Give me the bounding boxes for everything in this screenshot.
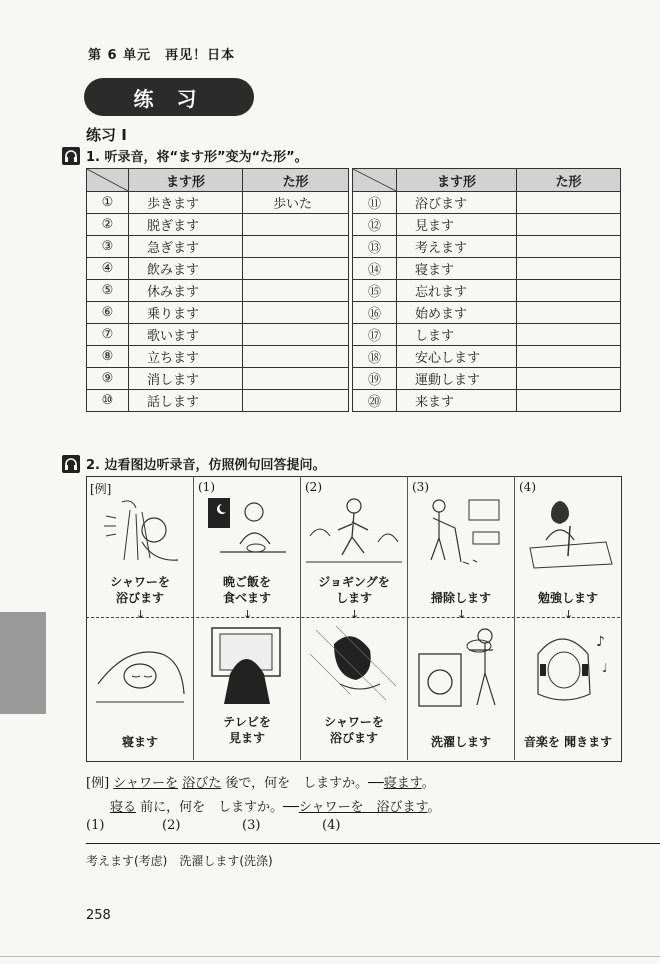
ta-form-answer[interactable] bbox=[517, 390, 621, 412]
col-header-ta: た形 bbox=[243, 169, 349, 192]
ta-form-answer[interactable] bbox=[517, 258, 621, 280]
caption-3-top: 掃除します bbox=[430, 591, 491, 605]
row-number: ⑫ bbox=[353, 214, 397, 236]
conjugation-table-left bbox=[86, 168, 349, 412]
caption-line: 晩ご飯を bbox=[222, 575, 271, 589]
unit-header: 第 6 单元 再见！日本 bbox=[88, 48, 236, 63]
caption-line: シャワーを bbox=[110, 575, 170, 589]
row-number: ⑪ bbox=[353, 192, 397, 214]
ta-form-answer[interactable] bbox=[517, 324, 621, 346]
row-number: ⑲ bbox=[353, 368, 397, 390]
panel-tag-2: (2) bbox=[305, 480, 322, 494]
table-row bbox=[353, 258, 621, 280]
ta-form-answer[interactable] bbox=[243, 302, 349, 324]
table-row bbox=[353, 368, 621, 390]
masu-form: 考えます bbox=[397, 236, 517, 258]
masu-form: 忘れます bbox=[397, 280, 517, 302]
bottom-rule bbox=[0, 956, 660, 957]
example-sentence-2 bbox=[110, 796, 441, 815]
ta-form-answer[interactable] bbox=[517, 192, 621, 214]
footnote-rule bbox=[86, 843, 660, 844]
example-sentence-1 bbox=[86, 772, 435, 791]
ta-form-answer[interactable] bbox=[243, 346, 349, 368]
caption-line: ジョギングを bbox=[318, 575, 390, 589]
caption-4-bottom: 音楽を 聞きます bbox=[523, 735, 613, 749]
cleaning-illustration bbox=[413, 496, 509, 570]
ta-form-answer[interactable] bbox=[517, 214, 621, 236]
col-header-masu: ます形 bbox=[397, 169, 517, 192]
sentence-text: 。 bbox=[421, 776, 435, 791]
down-arrow-icon: ↓ bbox=[564, 608, 574, 621]
caption-example-bottom: 寝ます bbox=[121, 735, 158, 749]
masu-form: 急ぎます bbox=[129, 236, 243, 258]
masu-form: 始めます bbox=[397, 302, 517, 324]
table-row bbox=[353, 390, 621, 412]
ta-form-answer[interactable] bbox=[243, 214, 349, 236]
example-tag: [例] bbox=[86, 776, 110, 791]
panel-tag-1: (1) bbox=[198, 480, 215, 494]
ta-form-answer[interactable] bbox=[517, 280, 621, 302]
row-number: ⑯ bbox=[353, 302, 397, 324]
ta-form-answer[interactable]: 歩いた bbox=[243, 192, 349, 214]
masu-form: 浴びます bbox=[397, 192, 517, 214]
sleeping-illustration bbox=[92, 624, 188, 714]
question-2 bbox=[62, 454, 326, 473]
masu-form: 歩きます bbox=[129, 192, 243, 214]
table-row bbox=[353, 236, 621, 258]
table-corner bbox=[353, 169, 397, 192]
panel-separator bbox=[407, 476, 408, 760]
headphones-icon[interactable] bbox=[62, 147, 80, 165]
table-row bbox=[87, 214, 349, 236]
vocabulary-note: 考えます(考虑) 洗濯します(洗涤) bbox=[86, 854, 273, 868]
table-row bbox=[87, 258, 349, 280]
masu-form: 運動します bbox=[397, 368, 517, 390]
table-row bbox=[87, 236, 349, 258]
underlined-phrase: 浴びた bbox=[182, 776, 222, 791]
laundry-illustration bbox=[413, 624, 509, 714]
ta-form-answer[interactable] bbox=[243, 258, 349, 280]
table-corner bbox=[87, 169, 129, 192]
shower-after-illustration bbox=[306, 624, 402, 714]
table-row bbox=[353, 346, 621, 368]
row-number: ① bbox=[87, 192, 129, 214]
headphones-icon[interactable] bbox=[62, 455, 80, 473]
caption-line: 食べます bbox=[222, 591, 271, 605]
masu-form: 話します bbox=[129, 390, 243, 412]
caption-3-bottom: 洗濯します bbox=[430, 735, 491, 749]
col-header-ta: た形 bbox=[517, 169, 621, 192]
ta-form-answer[interactable] bbox=[243, 368, 349, 390]
masu-form: 安心します bbox=[397, 346, 517, 368]
caption-line: 浴びます bbox=[329, 731, 378, 745]
row-number: ⑨ bbox=[87, 368, 129, 390]
row-number: ⑤ bbox=[87, 280, 129, 302]
svg-text:♩: ♩ bbox=[602, 661, 608, 675]
row-number: ⑥ bbox=[87, 302, 129, 324]
caption-1-top bbox=[194, 574, 300, 606]
table-row bbox=[87, 368, 349, 390]
question-1 bbox=[62, 146, 308, 165]
down-arrow-icon: ↓ bbox=[243, 608, 253, 621]
masu-form: 見ます bbox=[397, 214, 517, 236]
svg-text:♪: ♪ bbox=[596, 634, 605, 650]
section-pill: 练 习 bbox=[84, 78, 254, 116]
masu-form: 立ちます bbox=[129, 346, 243, 368]
row-number: ⑧ bbox=[87, 346, 129, 368]
masu-form: 休みます bbox=[129, 280, 243, 302]
jogging-illustration bbox=[306, 496, 402, 570]
sentence-text: 前に，何を しますか。── bbox=[136, 800, 299, 815]
table-row bbox=[353, 302, 621, 324]
ta-form-answer[interactable] bbox=[243, 324, 349, 346]
ta-form-answer[interactable] bbox=[243, 236, 349, 258]
ta-form-answer[interactable] bbox=[517, 302, 621, 324]
side-tab bbox=[0, 612, 46, 714]
masu-form: 脱ぎます bbox=[129, 214, 243, 236]
row-number: ② bbox=[87, 214, 129, 236]
watching-tv-illustration bbox=[200, 624, 296, 714]
table-row bbox=[87, 192, 349, 214]
ta-form-answer[interactable] bbox=[517, 368, 621, 390]
down-arrow-icon: ↓ bbox=[457, 608, 467, 621]
row-number: ③ bbox=[87, 236, 129, 258]
music-illustration bbox=[520, 624, 616, 714]
masu-form: 歌います bbox=[129, 324, 243, 346]
caption-2-bottom bbox=[301, 714, 407, 746]
table-row bbox=[353, 324, 621, 346]
masu-form: 寝ます bbox=[397, 258, 517, 280]
row-number: ⑬ bbox=[353, 236, 397, 258]
caption-4-top: 勉強します bbox=[537, 591, 598, 605]
shower-illustration bbox=[92, 496, 188, 570]
table-row bbox=[353, 280, 621, 302]
ta-form-answer[interactable] bbox=[243, 280, 349, 302]
col-header-masu: ます形 bbox=[129, 169, 243, 192]
underlined-phrase: 寝ます bbox=[383, 776, 422, 791]
row-number: ⑮ bbox=[353, 280, 397, 302]
table-row bbox=[87, 280, 349, 302]
table-row bbox=[353, 192, 621, 214]
row-number: ⑭ bbox=[353, 258, 397, 280]
table-row bbox=[87, 390, 349, 412]
masu-form: 来ます bbox=[397, 390, 517, 412]
down-arrow-icon: ↓ bbox=[350, 608, 360, 621]
caption-1-bottom bbox=[194, 714, 300, 746]
caption-line: します bbox=[335, 591, 372, 605]
answer-2[interactable]: (2) bbox=[162, 818, 181, 833]
question-2-prompt: 2. 边看图边听录音，仿照例句回答提问。 bbox=[86, 458, 326, 473]
row-number: ⑰ bbox=[353, 324, 397, 346]
answer-4[interactable]: (4) bbox=[322, 818, 341, 833]
masu-form: 飲みます bbox=[129, 258, 243, 280]
conjugation-table-right bbox=[352, 168, 621, 412]
underlined-phrase: シャワーを 浴びます bbox=[298, 800, 428, 815]
answer-3[interactable]: (3) bbox=[242, 818, 261, 833]
caption-line: シャワーを bbox=[324, 715, 384, 729]
row-number: ④ bbox=[87, 258, 129, 280]
studying-illustration bbox=[520, 496, 616, 570]
sentence-text: 後で，何を しますか。── bbox=[221, 776, 384, 791]
masu-form: 乗ります bbox=[129, 302, 243, 324]
caption-line: 見ます bbox=[228, 731, 265, 745]
underlined-phrase: 寝る bbox=[110, 800, 137, 815]
down-arrow-icon: ↓ bbox=[136, 608, 146, 621]
row-number: ⑩ bbox=[87, 390, 129, 412]
sentence-text: 。 bbox=[427, 800, 441, 815]
caption-example-top bbox=[87, 574, 193, 606]
caption-2-top bbox=[301, 574, 407, 606]
panel-tag-4: (4) bbox=[519, 480, 536, 494]
table-row bbox=[87, 346, 349, 368]
question-1-prompt: 1. 听录音，将“ます形”变为“た形”。 bbox=[86, 150, 308, 165]
ta-form-answer[interactable] bbox=[243, 390, 349, 412]
section-title: 练习 I bbox=[86, 126, 127, 144]
page-number: 258 bbox=[86, 908, 111, 923]
panel-separator bbox=[514, 476, 515, 760]
caption-line: 浴びます bbox=[115, 591, 164, 605]
masu-form: します bbox=[397, 324, 517, 346]
caption-line: テレビを bbox=[223, 715, 271, 729]
dinner-illustration bbox=[200, 496, 296, 570]
ta-form-answer[interactable] bbox=[517, 236, 621, 258]
ta-form-answer[interactable] bbox=[517, 346, 621, 368]
answer-1[interactable]: (1) bbox=[86, 818, 105, 833]
row-number: ⑱ bbox=[353, 346, 397, 368]
table-row bbox=[353, 214, 621, 236]
masu-form: 消します bbox=[129, 368, 243, 390]
table-row bbox=[87, 324, 349, 346]
panel-tag-example: [例] bbox=[90, 482, 112, 496]
underlined-phrase: シャワーを bbox=[113, 776, 179, 791]
row-number: ⑦ bbox=[87, 324, 129, 346]
panel-tag-3: (3) bbox=[412, 480, 429, 494]
row-number: ⑳ bbox=[353, 390, 397, 412]
table-row bbox=[87, 302, 349, 324]
